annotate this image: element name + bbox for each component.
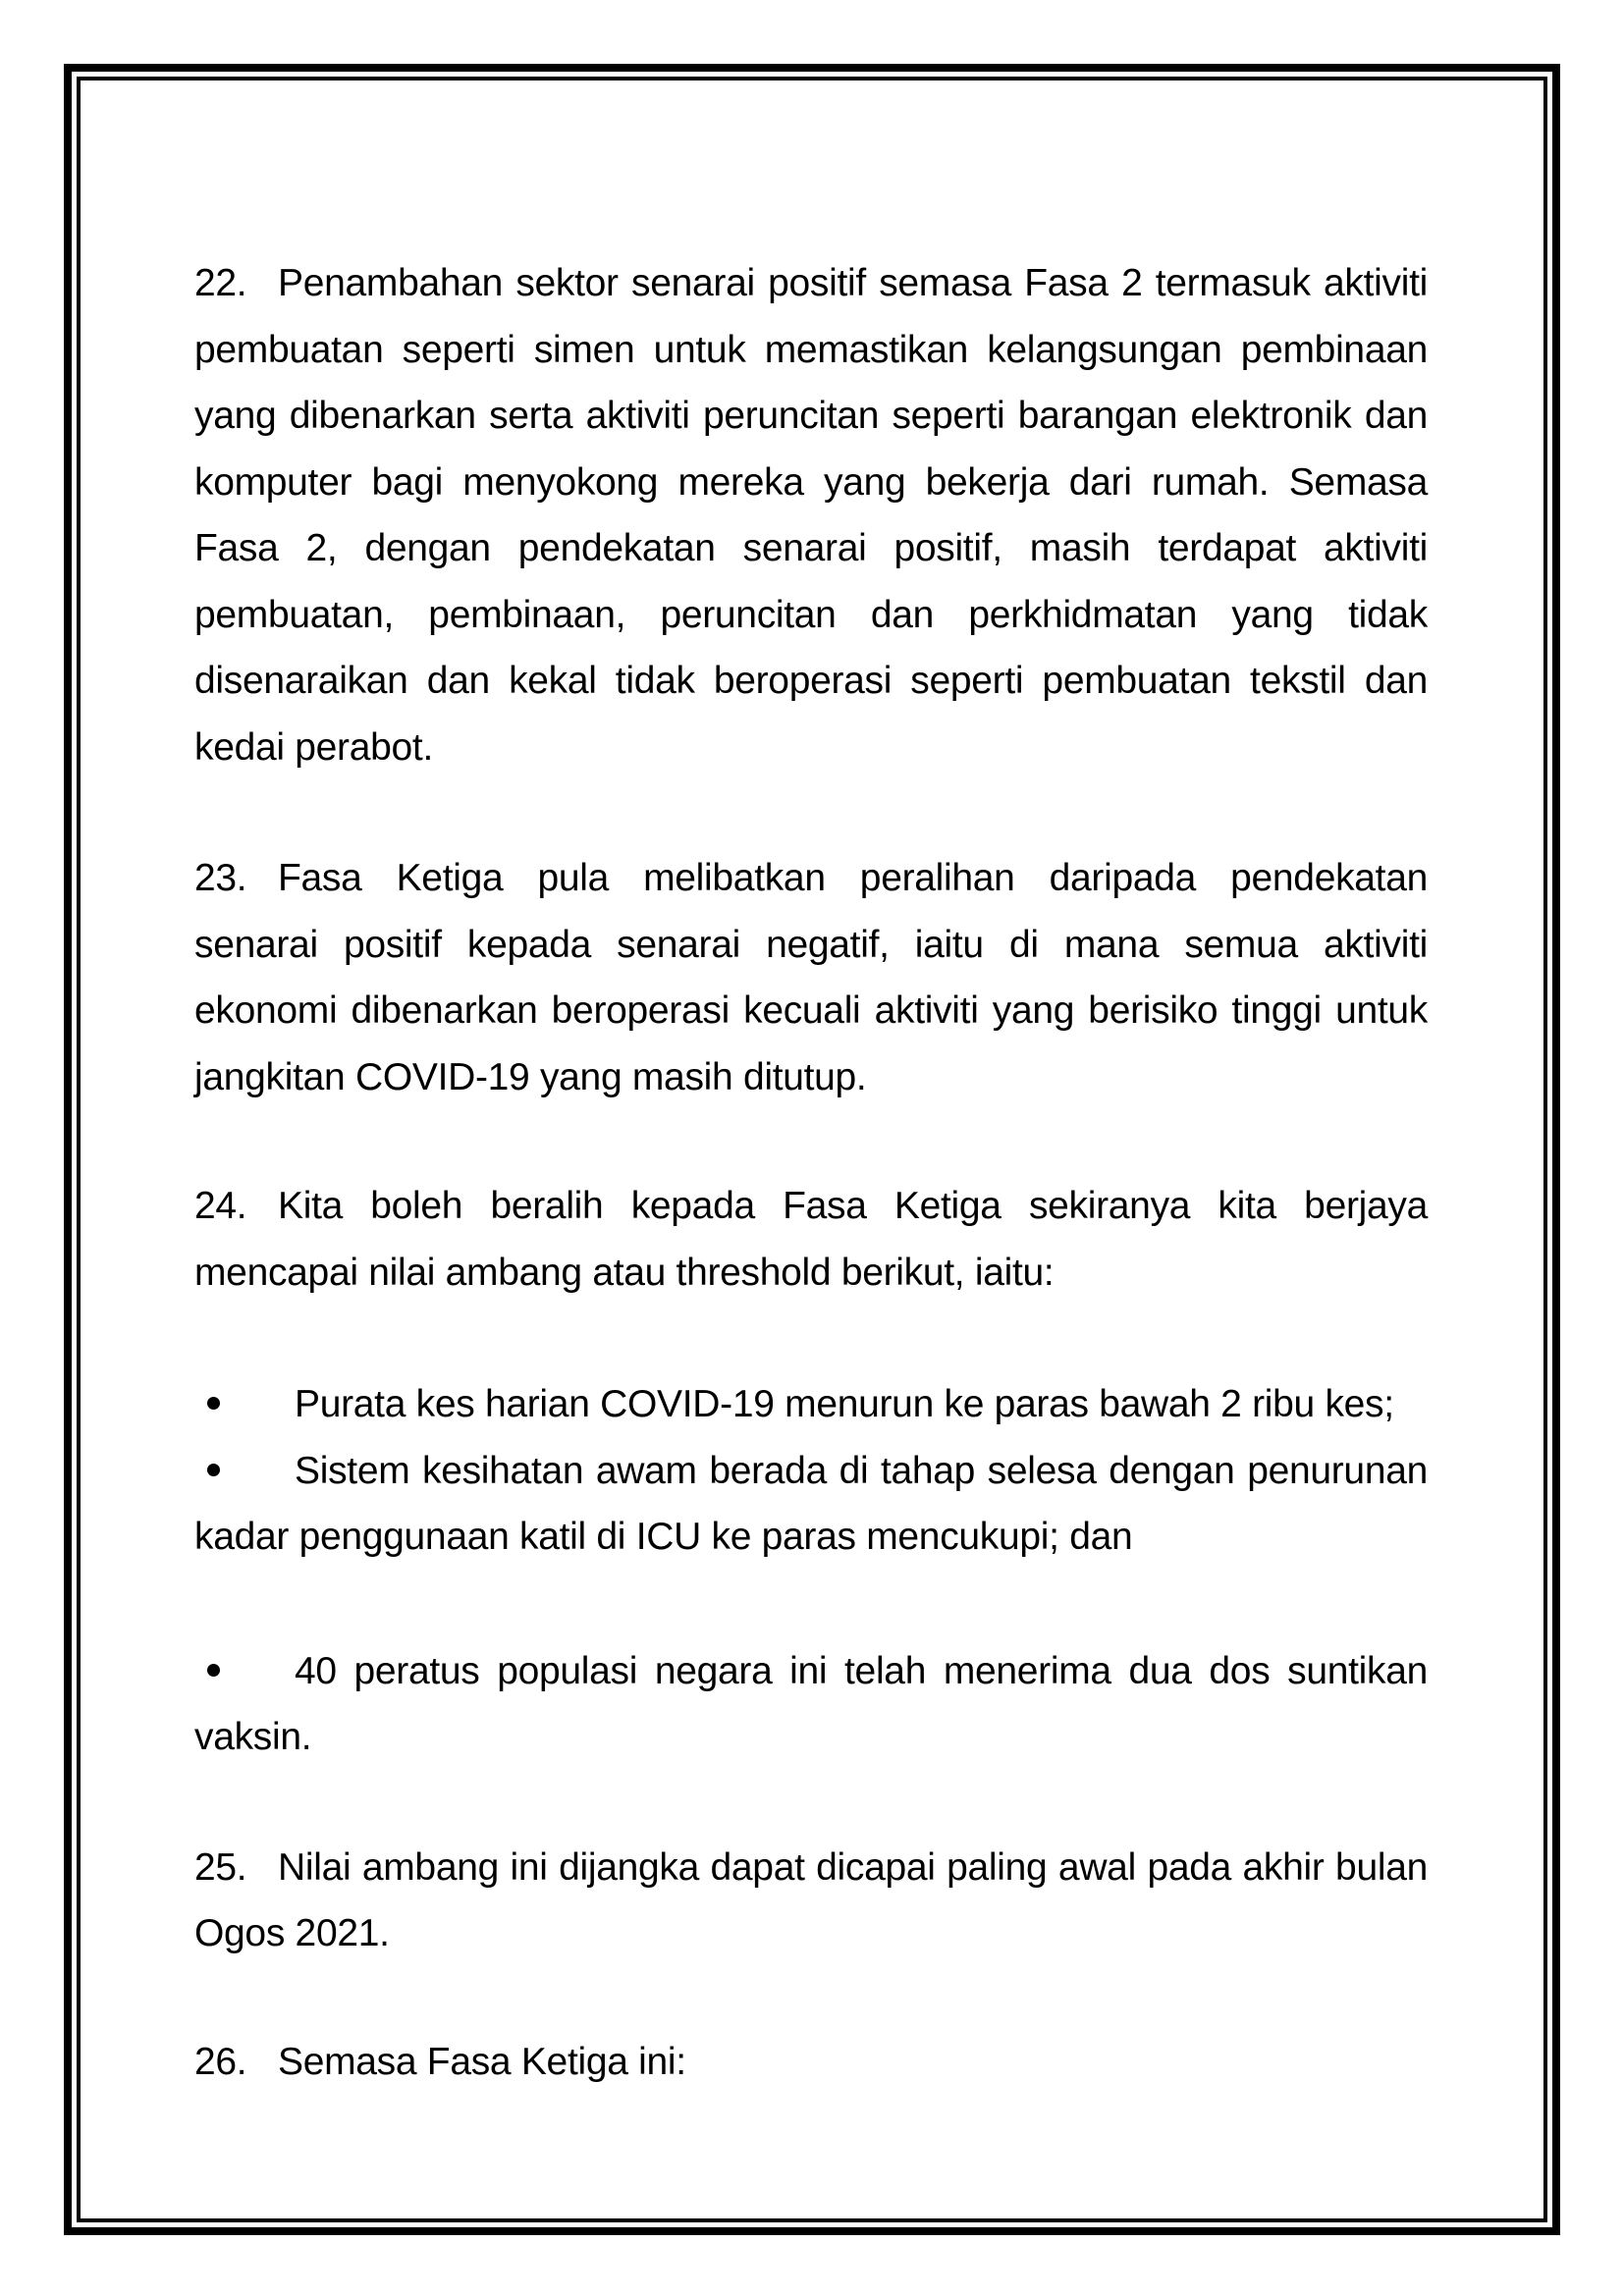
paragraph-number: 22. [194,262,247,304]
line-text: kadar penggunaan katil di ICU ke paras mencukupi; dan [194,1516,1133,1558]
paragraph-number: 24. [194,1185,247,1227]
bullet-item-1 [194,1371,1428,1438]
line-text: Ogos 2021. [194,1912,390,1954]
text-line [194,845,1428,912]
text-line [194,250,1428,317]
text-line [194,715,1428,781]
bullet-icon [207,1397,220,1410]
page-content [194,0,1428,2095]
text-line [194,978,1428,1044]
line-text: Semasa Fasa Ketiga ini: [278,2040,686,2083]
text-line [194,515,1428,582]
bullet-item-2 [194,1438,1428,1571]
text-line [194,1835,1428,1901]
line-text: Fasa 2, dengan pendekatan senarai positif, masih terdapat aktiviti [194,527,1428,569]
line-text: Penambahan sektor senarai positif semasa Fasa 2 termasuk aktiviti [278,262,1428,304]
text-line [194,1704,1428,1771]
text-line [194,1173,1428,1240]
text-line [194,1240,1428,1307]
paragraph-22 [194,250,1428,780]
paragraph-number: 25. [194,1845,247,1889]
line-text: Sistem kesihatan awam berada di tahap selesa dengan penurunan [295,1449,1428,1492]
line-text: 40 peratus populasi negara ini telah menerima dua dos suntikan [295,1649,1428,1692]
text-line [194,317,1428,384]
text-line [194,450,1428,516]
paragraph-number: 23. [194,857,247,899]
paragraph-26 [194,2029,1428,2096]
line-text: mencapai nilai ambang atau threshold berikut, iaitu: [194,1251,1055,1294]
line-text: vaksin. [194,1716,312,1758]
line-text: Kita boleh beralih kepada Fasa Ketiga sekiranya kita berjaya [278,1185,1428,1227]
text-line [194,1504,1428,1571]
line-text: senarai positif kepada senarai negatif, iaitu di mana semua aktiviti [194,923,1428,966]
line-text: komputer bagi menyokong mereka yang bekerja dari rumah. Semasa [194,460,1428,504]
line-text: Purata kes harian COVID-19 menurun ke paras bawah 2 ribu kes; [295,1383,1394,1425]
paragraph-23 [194,845,1428,1110]
line-text: kedai perabot. [194,725,433,769]
text-line [194,383,1428,450]
line-text: Nilai ambang ini dijangka dapat dicapai paling awal pada akhir bulan [278,1845,1428,1889]
paragraph-24 [194,1173,1428,1306]
text-line [194,648,1428,715]
bullet-marker [194,1438,295,1505]
line-text: pembuatan, pembinaan, peruncitan dan perkhidmatan yang tidak [194,593,1428,636]
bullet-item-3 [194,1638,1428,1771]
text-line [194,1438,1428,1505]
line-text: pembuatan seperti simen untuk memastikan kelangsungan pembinaan [194,328,1428,371]
text-line [194,1044,1428,1111]
bullet-icon [207,1664,220,1677]
bullet-icon [207,1464,220,1476]
text-line [194,1638,1428,1705]
line-text: ekonomi dibenarkan beroperasi kecuali aktiviti yang berisiko tinggi untuk [194,989,1428,1032]
bullet-marker [194,1371,295,1438]
line-text: yang dibenarkan serta aktiviti peruncitan seperti barangan elektronik dan [194,395,1428,437]
text-line [194,912,1428,979]
paragraph-25 [194,1835,1428,1967]
line-text: jangkitan COVID-19 yang masih ditutup. [194,1055,867,1098]
text-line [194,1900,1428,1967]
text-line [194,1371,1428,1438]
text-line [194,2029,1428,2096]
paragraph-number: 26. [194,2040,247,2083]
bullet-marker [194,1638,295,1705]
line-text: Fasa Ketiga pula melibatkan peralihan daripada pendekatan [278,857,1428,899]
text-line [194,582,1428,649]
line-text: disenaraikan dan kekal tidak beroperasi seperti pembuatan tekstil dan [194,660,1428,702]
